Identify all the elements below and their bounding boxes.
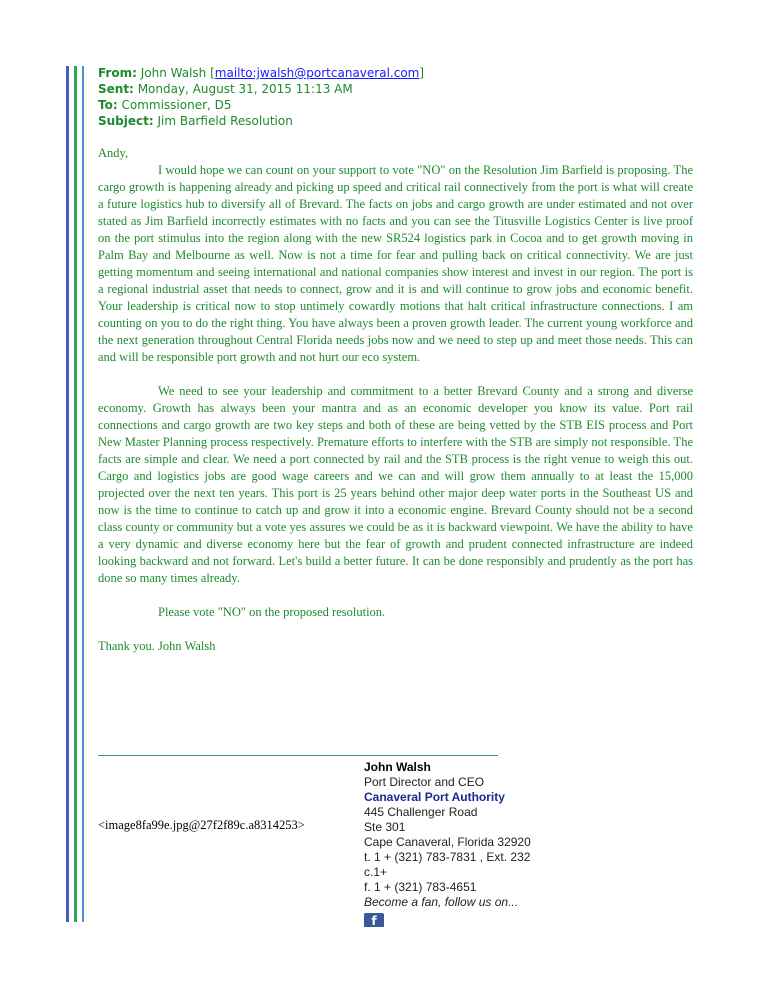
sig-name: John Walsh xyxy=(364,760,431,774)
sig-org: Canaveral Port Authority xyxy=(364,790,505,804)
sig-phone: t. 1 + (321) 783-7831 , Ext. 232 xyxy=(364,850,531,864)
from-label: From: xyxy=(98,66,137,80)
from-name: John Walsh xyxy=(140,66,207,80)
signature-divider xyxy=(98,755,498,756)
subject-line xyxy=(98,113,424,129)
to-line xyxy=(98,97,424,113)
from-line: From: John Walsh [mailto:jwalsh@portcanaveral.com] xyxy=(98,66,425,80)
sig-fan-text: Become a fan, follow us on... xyxy=(364,895,519,909)
quote-bar-outer xyxy=(66,66,69,922)
greeting: Andy, xyxy=(98,146,129,160)
sent-value: Monday, August 31, 2015 11:13 AM xyxy=(137,82,353,96)
signature-image-placeholder: <image8fa99e.jpg@27f2f89c.a8314253> xyxy=(98,818,305,832)
paragraph-2: We need to see your leadership and commitment to a better Brevard County and a strong and diverse economy. Growth has always been your mantra and as an economic developer you know its value. Port rail connections and cargo growth are two key steps and both of these are being vetted by the STB EIS process and Port New Master Planning process respectively. Premature efforts to interfere with the STB are simply not responsible. The facts are simple and clear. We need a port connected by rail and the STB process is the right venue to weigh this out. Cargo and logistics jobs are good wage careers and we can and will grow them annually to at least the 15,000 projected over the next ten years. This port is 25 years behind other major deep water ports in the Southeast US and now is the time to continue to catch up and grow it into a economic engine. Brevard County should not be a second class county or community but a vote yes assures we could be as it is backward viewpoint. We have the ability to have a very dynamic and diverse economy here but the fear of growth and prudent connected infrastructure are indeed looking backward and not forward. Let's build a better future. It can be done responsibly and prudently as the port has done so many times already. xyxy=(98,384,693,585)
paragraph-3: Please vote "NO" on the proposed resolution. xyxy=(158,605,386,619)
sig-cell: c.1+ xyxy=(364,865,388,879)
signature-block xyxy=(364,760,531,927)
to-value: Commissioner, D5 xyxy=(121,98,232,112)
quote-bar-inner xyxy=(82,66,84,922)
subject-label: Subject: xyxy=(98,114,154,128)
sig-fax: f. 1 + (321) 783-4651 xyxy=(364,880,477,894)
subject-value: Jim Barfield Resolution xyxy=(157,114,293,128)
sig-address2: Ste 301 xyxy=(364,820,406,834)
facebook-icon[interactable]: f xyxy=(364,913,384,927)
closing: Thank you. John Walsh xyxy=(98,639,216,653)
sig-title: Port Director and CEO xyxy=(364,775,485,789)
to-label: To: xyxy=(98,98,118,112)
from-email-link[interactable]: mailto:jwalsh@portcanaveral.com xyxy=(214,66,420,80)
email-body xyxy=(98,145,693,655)
sig-address1: 445 Challenger Road xyxy=(364,805,478,819)
sent-line xyxy=(98,81,424,97)
paragraph-1: I would hope we can count on your support to vote "NO" on the Resolution Jim Barfield is proposing. The cargo growth is happening already and picking up speed and critical rail connectively from the port is what will create a future logistics hub to diversify all of Brevard. The facts on jobs and cargo growth are under estimated and not over stated as Jim Barfield incorrectly estimates with no facts and you can see the Titusville Logistics Center is live proof on the port stimulus into the region along with the new SR524 logistics park in Cocoa and to get growth moving in Palm Bay and Melbourne as well. Now is not a time for fear and pulling back on critical connectivity. We are just getting momentum and seeing international and national companies show interest and invest in our region. The port is a regional industrial asset that needs to connect, grow and it is and will continue to grow jobs and economic benefit. Your leadership is critical now to stop untimely cowardly motions that halt critical infrastructure connections. I am counting on you to do the right thing. You have always been a proven growth leader. The current young workforce and the next generation throughout Central Florida needs jobs now and we need to step up and meet those needs. This can and will be responsible port growth and not hurt our eco system. xyxy=(98,163,693,364)
quote-bar-middle xyxy=(74,66,77,922)
email-header xyxy=(98,65,424,129)
sent-label: Sent: xyxy=(98,82,134,96)
sig-city: Cape Canaveral, Florida 32920 xyxy=(364,835,531,849)
